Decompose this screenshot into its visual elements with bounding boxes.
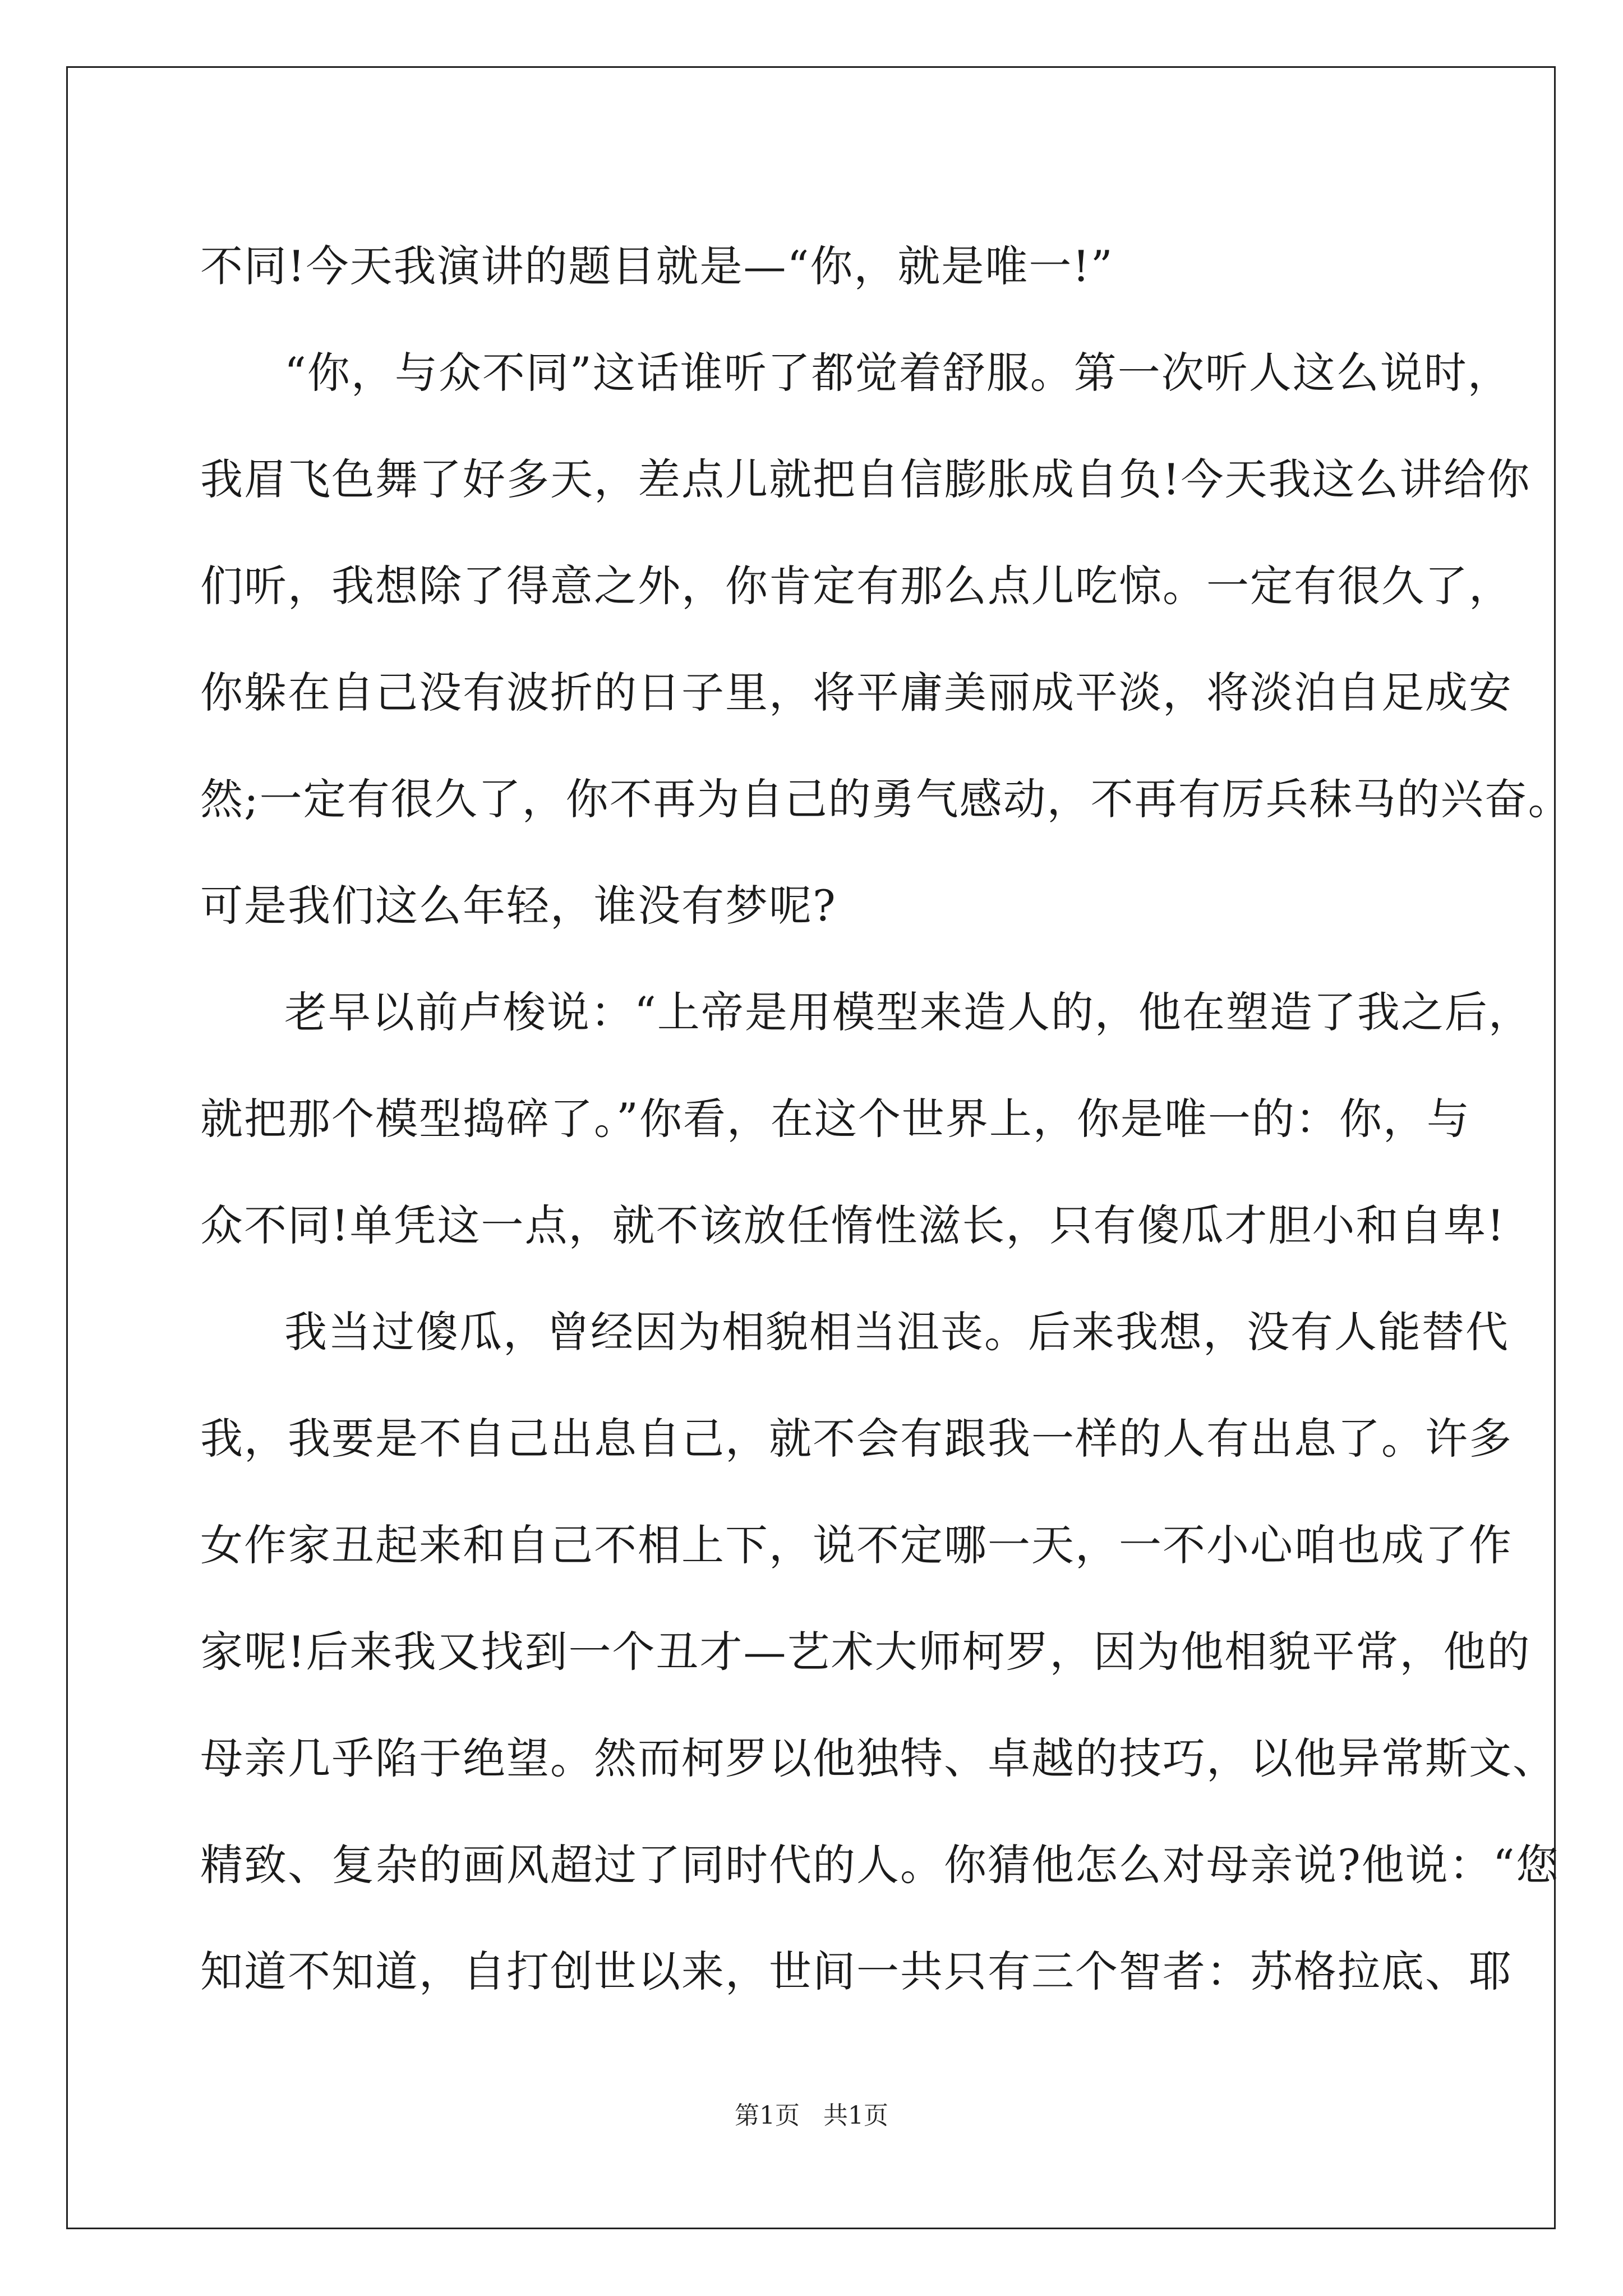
- text-line: 我，我要是不自己出息自己，就不会有跟我一样的人有出息了。许多: [200, 1414, 1513, 1464]
- page-number: 第1页: [735, 2101, 800, 2130]
- text-line: 老早以前卢梭说：“上帝是用模型来造人的，他在塑造了我之后，: [284, 987, 1532, 1037]
- text-line: 家呢!后来我又找到一个丑才—艺术大师柯罗，因为他相貌平常，他的: [200, 1627, 1531, 1677]
- page-total: 共1页: [823, 2101, 888, 2130]
- document-body: [200, 213, 1572, 2025]
- text-line: 母亲几乎陷于绝望。然而柯罗以他独特、卓越的技巧，以他异常斯文、: [200, 1733, 1556, 1783]
- page-footer: [0, 2095, 1623, 2131]
- text-line: 精致、复杂的画风超过了同时代的人。你猜他怎么对母亲说?他说：“您: [200, 1840, 1560, 1890]
- text-line: 我当过傻瓜，曾经因为相貌相当沮丧。后来我想，没有人能替代: [284, 1307, 1509, 1357]
- text-line: 众不同!单凭这一点，就不该放任惰性滋长，只有傻瓜才胆小和自卑!: [200, 1200, 1506, 1250]
- text-line: 女作家丑起来和自己不相上下，说不定哪一天，一不小心咱也成了作: [200, 1520, 1513, 1570]
- text-line: 然;一定有很久了，你不再为自己的勇气感动，不再有厉兵秣马的兴奋。: [200, 774, 1572, 824]
- text-line: 我眉飞色舞了好多天，差点儿就把自信膨胀成自负!今天我这么讲给你: [200, 454, 1531, 504]
- text-line: 你躲在自己没有波折的日子里，将平庸美丽成平淡，将淡泊自足成安: [200, 668, 1513, 717]
- text-line: 们听，我想除了得意之外，你肯定有那么点儿吃惊。一定有很久了，: [200, 561, 1513, 611]
- text-line: 不同!今天我演讲的题目就是—“你，就是唯一!”: [200, 241, 1114, 291]
- text-line: “你，与众不同”这话谁听了都觉着舒服。第一次听人这么说时，: [284, 348, 1511, 398]
- text-line: 知道不知道，自打创世以来，世间一共只有三个智者：苏格拉底、耶: [200, 1947, 1513, 1996]
- text-line: 就把那个模型捣碎了。”你看，在这个世界上，你是唯一的：你，与: [200, 1094, 1470, 1144]
- text-line: 可是我们这么年轻，谁没有梦呢?: [200, 881, 837, 931]
